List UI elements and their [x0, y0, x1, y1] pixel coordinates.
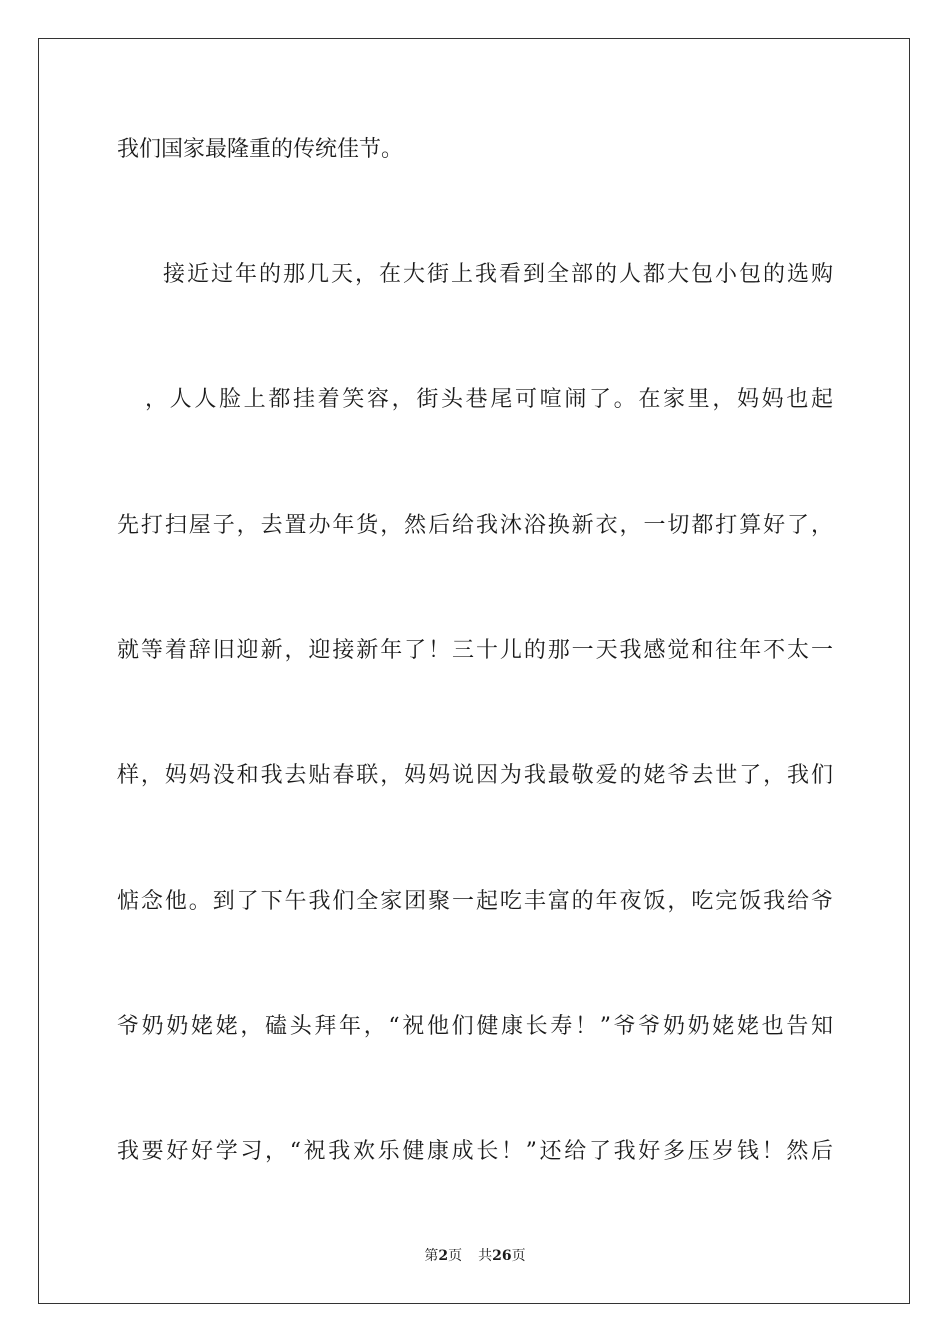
page-total-count: 26: [492, 1248, 512, 1264]
text-line-5: 就等着辞旧迎新，迎接新年了！三十儿的那一天我感觉和往年不太一: [117, 638, 833, 663]
text-line-6: 样，妈妈没和我去贴春联，妈妈说因为我最敬爱的姥爷去世了，我们: [117, 763, 833, 788]
text-line-7: 惦念他。到了下午我们全家团聚一起吃丰富的年夜饭，吃完饭我给爷: [117, 889, 833, 914]
page-border: [38, 38, 910, 1304]
text-line-9: 我要好好学习，“祝我欢乐健康成长！”还给了我好多压岁钱！然后: [117, 1139, 833, 1164]
page-number-suffix: 页: [448, 1248, 463, 1264]
text-line-1: 我们国家最隆重的传统佳节。: [117, 137, 404, 162]
page-total-suffix: 页: [511, 1248, 526, 1264]
text-line-3: ，人人脸上都挂着笑容，街头巷尾可喧闹了。在家里，妈妈也起: [145, 387, 833, 412]
text-line-4: 先打扫屋子，去置办年货，然后给我沐浴换新衣，一切都打算好了，: [117, 513, 833, 538]
page-number-current: 2: [438, 1248, 449, 1264]
text-line-8: 爷奶奶姥姥，磕头拜年，“祝他们健康长寿！”爷爷奶奶姥姥也告知: [117, 1014, 833, 1039]
page-total-prefix: 共: [478, 1248, 493, 1264]
text-line-2: 接近过年的那几天，在大街上我看到全部的人都大包小包的选购: [163, 262, 833, 287]
page-footer: [0, 1247, 950, 1265]
page-number-prefix: 第: [424, 1248, 439, 1264]
